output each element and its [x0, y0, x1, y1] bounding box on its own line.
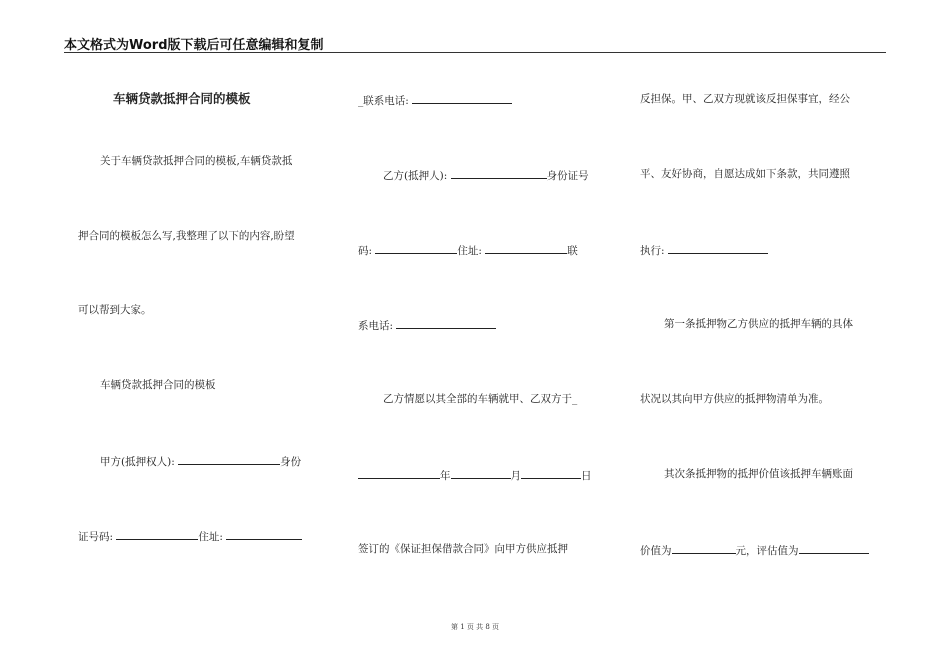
party-b-id-label: 身份证号	[546, 170, 589, 182]
party-b-id-label-end: 码:	[358, 245, 373, 257]
contract-title: 车辆贷款抵押合同的模板	[113, 91, 251, 106]
phone-line	[358, 92, 512, 108]
col3-line-1: 反担保。甲、乙双方现就该反担保事宜，经公	[640, 93, 850, 105]
intro-line-3: 可以帮到大家。	[78, 304, 152, 316]
book-value-label: 价值为	[640, 545, 672, 557]
article-2-line-1: 其次条抵押物的抵押价值该抵押车辆账面	[664, 468, 853, 480]
party-a-address-blank	[226, 528, 302, 540]
day-label: 日	[581, 470, 592, 482]
page-number: 第 1 页 共 8 页	[450, 623, 500, 631]
pledge-line-1: 乙方情愿以其全部的车辆就甲、乙双方于_	[383, 393, 578, 405]
year-blank	[358, 467, 440, 479]
party-b-line-2	[358, 242, 578, 258]
party-a-id-blank	[116, 528, 198, 540]
id-label-start: 身份	[280, 456, 302, 468]
party-b-id-blank	[375, 242, 457, 254]
article-1-line-2: 状况以其向甲方供应的抵押物清单为准。	[640, 393, 829, 405]
execute-blank	[668, 242, 768, 254]
intro-line-1: 关于车辆贷款抵押合同的模板,车辆贷款抵	[100, 155, 293, 167]
col3-line-2: 平、友好协商，自愿达成如下条款，共同遵照	[640, 168, 850, 180]
pledge-line-3: 签订的《保证担保借款合同》向甲方供应抵押	[358, 543, 568, 555]
address-label: 住址:	[198, 531, 223, 543]
party-b-line-1	[383, 167, 589, 183]
party-b-line-3	[358, 317, 496, 333]
party-a-name-blank	[178, 453, 280, 465]
party-a-phone-blank	[412, 92, 512, 104]
section-title: 车辆贷款抵押合同的模板	[100, 379, 216, 391]
book-value-blank	[672, 542, 736, 554]
date-line	[358, 467, 592, 483]
party-b-phone-label-end: 系电话:	[358, 320, 394, 332]
month-blank	[451, 467, 511, 479]
party-b-address-label: 住址:	[457, 245, 482, 257]
year-label: 年	[440, 470, 451, 482]
header-divider	[64, 52, 886, 53]
execute-line	[640, 242, 768, 258]
party-a-line-1	[100, 453, 301, 469]
party-b-phone-blank	[396, 317, 496, 329]
party-b-phone-label-start: 联	[567, 245, 578, 257]
intro-line-2: 押合同的模板怎么写,我整理了以下的内容,盼望	[78, 230, 295, 242]
id-label-end: 证号码:	[78, 531, 114, 543]
execute-label: 执行:	[640, 245, 665, 257]
party-b-label: 乙方(抵押人):	[383, 170, 448, 182]
month-label: 月	[510, 470, 521, 482]
document-header: 本文格式为Word版下载后可任意编辑和复制	[64, 38, 324, 53]
party-b-name-blank	[451, 167, 547, 179]
appraisal-value-blank	[799, 542, 869, 554]
article-1-line-1: 第一条抵押物乙方供应的抵押车辆的具体	[664, 318, 853, 330]
party-a-label: 甲方(抵押权人):	[100, 456, 175, 468]
phone-label: _联系电话:	[358, 95, 409, 107]
party-b-address-blank	[485, 242, 567, 254]
day-blank	[521, 467, 581, 479]
article-2-line-2	[640, 542, 869, 558]
party-a-line-2	[78, 528, 302, 544]
appraisal-label: 元，评估值为	[735, 545, 799, 557]
